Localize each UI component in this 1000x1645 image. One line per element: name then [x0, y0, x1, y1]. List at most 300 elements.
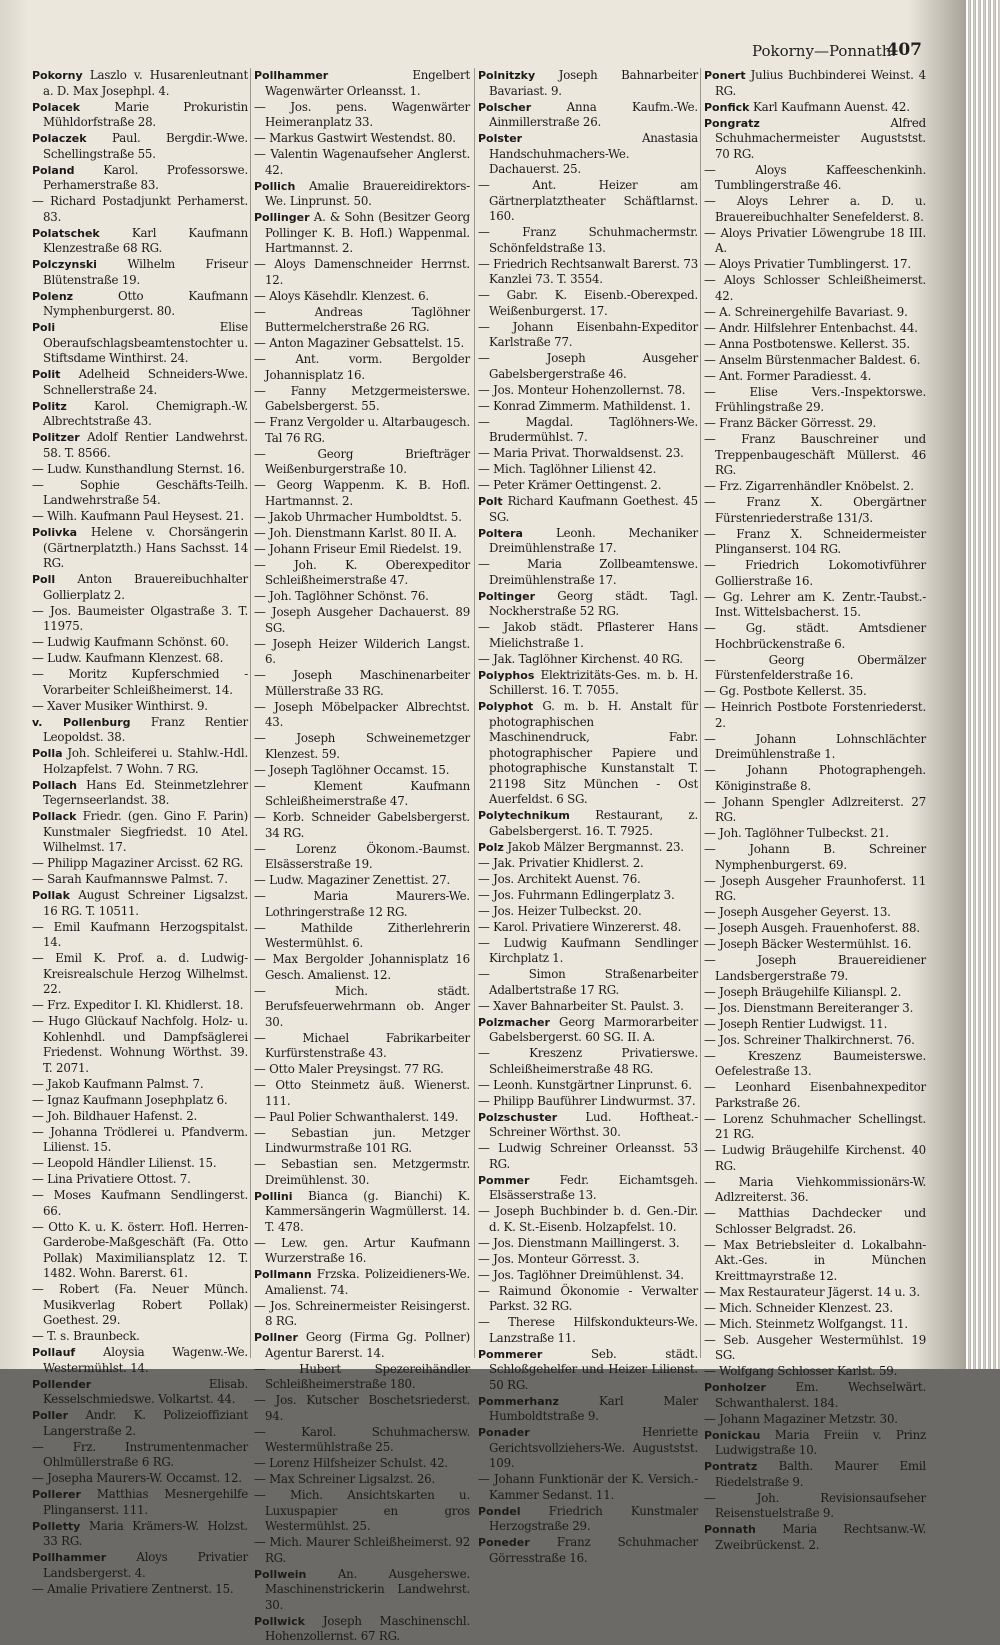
entry-details: Karl Maler Humboldtstraße 9.: [489, 1393, 698, 1423]
directory-entry: [478, 288, 698, 319]
entry-details: — Jos. Monteur Görresst. 3.: [478, 1251, 640, 1266]
directory-entry: [32, 1125, 248, 1156]
entry-details: Adelheid Schneiders-Wwe. Schnellerstraße 24.: [43, 367, 248, 397]
entry-details: Hans Ed. Steinmetzlehrer Tegernseerlandst. 38.: [43, 777, 248, 807]
directory-entry: [478, 1046, 698, 1077]
entry-details: Georg Marmorarbeiter Gabelsbergerst. 60 SG. II. A.: [489, 1014, 698, 1044]
entry-details: — Otto Maler Preysingst. 77 RG.: [254, 1062, 444, 1076]
directory-entry: [478, 1173, 698, 1204]
entry-details: — Ludw. Magaziner Zenettist. 27.: [254, 873, 451, 887]
entry-details: — Anton Magaziner Gebsattelst. 15.: [254, 336, 465, 350]
directory-entry: [32, 809, 248, 856]
entry-details: — Joseph Ausgeher Gabelsbergerstraße 46.: [478, 351, 698, 381]
directory-entry: [704, 353, 926, 369]
directory-entry: [254, 1472, 470, 1488]
entry-details: — Johann Eisenbahn-Expeditor Karlstraße 77.: [478, 319, 698, 349]
entry-details: — Jak. Privatier Khidlerst. 2.: [478, 855, 644, 870]
directory-entry: [254, 1362, 470, 1393]
directory-entry: [704, 921, 926, 937]
entry-details: — Sebastian jun. Metzger Lindwurmstraße 101 RG.: [254, 1125, 470, 1155]
entry-surname: Polacek: [32, 100, 81, 114]
directory-entry: [254, 700, 470, 731]
directory-entry: [478, 1015, 698, 1046]
directory-entry: [704, 1317, 926, 1333]
directory-entry: [478, 225, 698, 256]
directory-entry: [254, 415, 470, 446]
directory-entry: [704, 763, 926, 794]
entry-surname: Pollini: [254, 1189, 293, 1203]
entry-details: — Karol. Privatiere Winzererst. 48.: [478, 919, 682, 934]
directory-entry: [254, 921, 470, 952]
entry-details: — Wolfgang Schlosser Karlst. 59.: [704, 1364, 898, 1378]
entry-details: — Joh. Bildhauer Hafenst. 2.: [32, 1108, 198, 1123]
column-rule: [700, 68, 701, 1358]
entry-details: — Maria Viehkommissionärs-W. Adlzreiterst. 36.: [704, 1174, 926, 1204]
directory-entry: [32, 257, 248, 288]
entry-details: Restaurant, z. Gabelsbergerst. 16. T. 7925.: [489, 808, 698, 838]
entry-surname: Polivka: [32, 526, 78, 539]
entry-details: — Maria Zollbeamtenswe. Dreimühlenstraße 17.: [478, 557, 698, 587]
directory-entry: [704, 495, 926, 526]
directory-entry: [254, 1062, 470, 1078]
entry-details: — Matthias Dachdecker und Schlosser Belgradst. 26.: [704, 1206, 926, 1236]
entry-surname: Polster: [478, 132, 523, 145]
entry-details: — Kreszenz Privatierswe. Schleißheimerstraße 48 RG.: [478, 1046, 698, 1076]
entry-surname: Pollak: [32, 889, 70, 902]
entry-details: — Emil K. Prof. a. d. Ludwig-Kreisrealschule Herzog Wilhelmst. 22.: [32, 951, 248, 996]
directory-entry: [704, 1017, 926, 1033]
entry-details: — Ludwig Schreiner Orleansst. 53 RG.: [478, 1141, 698, 1171]
entry-details: — Aloys Kaffeeschenkinh. Tumblingerstraße 46.: [704, 162, 926, 192]
entry-details: — Klement Kaufmann Schleißheimerstraße 47.: [254, 778, 470, 808]
entry-details: — Joseph Rentier Ludwigst. 11.: [704, 1016, 888, 1031]
directory-entry: [32, 1487, 248, 1518]
entry-details: — Wilh. Kaufmann Paul Heysest. 21.: [32, 509, 244, 523]
directory-entry: [32, 367, 248, 398]
entry-details: — Paul Polier Schwanthalerst. 149.: [254, 1109, 459, 1124]
directory-columns: [32, 68, 927, 1643]
directory-entry: [478, 920, 698, 936]
entry-details: — Andr. Hilfslehrer Entenbachst. 44.: [704, 320, 918, 335]
entry-details: — Sophie Geschäfts-Teilh. Landwehrstraße 54.: [32, 477, 248, 507]
entry-details: — Mich. Steinmetz Wolfgangst. 11.: [704, 1316, 908, 1331]
directory-entry: [32, 1077, 248, 1093]
entry-details: — Joseph Heizer Wilderich Langst. 6.: [254, 636, 470, 666]
entry-details: — Lew. gen. Artur Kaufmann Wurzerstraße 16.: [254, 1235, 470, 1265]
entry-surname: Pontratz: [704, 1460, 758, 1473]
entry-surname: Ponickau: [704, 1428, 761, 1442]
entry-surname: Polnitzky: [478, 69, 536, 82]
entry-details: — Joseph Taglöhner Occamst. 15.: [254, 762, 450, 777]
entry-details: — Johann Lohnschlächter Dreimühlenstraße 1.: [704, 731, 926, 761]
directory-entry: [704, 100, 926, 116]
directory-entry: [32, 289, 248, 320]
directory-entry: [32, 1377, 248, 1408]
directory-entry: [704, 163, 926, 194]
entry-details: Franz Rentier Leopoldst. 38.: [43, 714, 248, 744]
directory-entry: [254, 984, 470, 1031]
directory-entry: [478, 1252, 698, 1268]
entry-details: Aloys Privatier Landsbergerst. 4.: [43, 1550, 248, 1580]
directory-entry: [254, 1189, 470, 1236]
entry-details: — Mich. Maurer Schleißheimerst. 92 RG.: [254, 1535, 470, 1565]
entry-details: — Seb. Ausgeher Westermühlst. 19 SG.: [704, 1332, 926, 1362]
entry-details: — Johann Friseur Emil Riedelst. 19.: [254, 541, 462, 556]
directory-entry: [704, 68, 926, 99]
entry-details: — Anselm Bürstenmacher Baldest. 6.: [704, 352, 921, 367]
entry-surname: Pollhammer: [254, 69, 329, 82]
entry-details: Karol. Chemigraph.-W. Albrechtstraße 43.: [43, 398, 248, 428]
entry-details: — Emil Kaufmann Herzogspitalst. 14.: [32, 919, 248, 949]
directory-entry: [254, 1110, 470, 1126]
directory-entry: [478, 904, 698, 920]
entry-surname: Polit: [32, 368, 61, 381]
entry-details: — Joseph Buchbinder b. d. Gen.-Dir. d. K. St.-Eisenb. Holzapfelst. 10.: [478, 1204, 698, 1234]
directory-entry: [32, 699, 248, 715]
directory-entry: [478, 178, 698, 225]
entry-details: Karl Kaufmann Klenzestraße 68 RG.: [43, 225, 248, 255]
entry-surname: Pollich: [254, 179, 296, 193]
directory-entry: [254, 289, 470, 305]
directory-entry: [254, 1614, 470, 1645]
directory-entry: [704, 1238, 926, 1285]
entry-details: Maria Rechtsanw.-W. Zweibrückenst. 2.: [715, 1522, 926, 1552]
entry-details: Elise Oberaufschlagsbeamtenstochter u. Stiftsdame Winthirst. 24.: [43, 320, 248, 365]
entry-details: Frzska. Polizeidieners-We. Amalienst. 74.: [265, 1267, 470, 1297]
entry-details: — Leonh. Kunstgärtner Linprunst. 6.: [478, 1077, 692, 1092]
entry-details: — Joseph Brauereidiener Landsbergerstraße 79.: [704, 953, 926, 983]
directory-entry: [704, 1112, 926, 1143]
directory-entry: [704, 1380, 926, 1411]
entry-surname: Poller: [32, 1409, 69, 1422]
directory-entry: [32, 856, 248, 872]
directory-entry: [254, 510, 470, 526]
directory-entry: [478, 131, 698, 178]
entry-surname: Pollhammer: [32, 1551, 107, 1564]
entry-details: — Franz X. Obergärtner Fürstenriederstraße 131/3.: [704, 495, 926, 525]
entry-details: Georg städt. Tagl. Nockherstraße 52 RG.: [489, 588, 698, 618]
entry-surname: Pokorny: [32, 69, 83, 82]
directory-entry: [32, 1329, 248, 1345]
directory-entry: [704, 226, 926, 257]
entry-details: Paul. Bergdir.-Wwe. Schellingstraße 55.: [43, 131, 248, 161]
entry-details: — Jos. Heizer Tulbeckst. 20.: [478, 903, 642, 918]
running-head: Pokorny—Ponnath.: [752, 42, 897, 60]
entry-details: Georg (Firma Gg. Pollner) Agentur Barerst. 14.: [265, 1330, 470, 1360]
directory-entry: [254, 1031, 470, 1062]
entry-details: — Joh. Taglöhner Tulbeckst. 21.: [704, 826, 889, 840]
entry-details: — Robert (Fa. Neuer Münch. Musikverlag Robert Pollak) Goethest. 29.: [32, 1282, 248, 1327]
entry-details: — Korb. Schneider Gabelsbergerst. 34 RG.: [254, 810, 470, 840]
entry-details: Lud. Hoftheat.-Schreiner Wörthst. 30.: [489, 1109, 698, 1139]
entry-details: — Ant. Former Paradiesst. 4.: [704, 368, 872, 383]
entry-surname: Polatschek: [32, 226, 100, 240]
entry-details: Engelbert Wagenwärter Orleansst. 1.: [265, 68, 470, 98]
entry-surname: Pommerhanz: [478, 1394, 559, 1408]
directory-entry: [32, 746, 248, 777]
directory-entry: [478, 1236, 698, 1252]
entry-surname: Pollach: [32, 778, 77, 792]
entry-details: — Ant. Heizer am Gärtnerplatztheater Schäftlarnst. 160.: [478, 178, 698, 223]
directory-entry: [254, 1425, 470, 1456]
directory-entry: [32, 131, 248, 162]
directory-entry: [478, 1394, 698, 1425]
entry-details: Anton Brauereibuchhalter Gollierplatz 2.: [43, 572, 248, 602]
directory-entry: [254, 952, 470, 983]
directory-entry: [32, 604, 248, 635]
directory-entry: [704, 700, 926, 731]
entry-details: — Lorenz Schuhmacher Schellingst. 21 RG.: [704, 1111, 926, 1141]
entry-details: — Franz Vergolder u. Altarbaugesch. Tal 76 RG.: [254, 415, 470, 445]
directory-entry: [254, 526, 470, 542]
entry-details: Adolf Rentier Landwehrst. 58. T. 8566.: [43, 430, 248, 460]
directory-entry: [32, 778, 248, 809]
entry-details: — Lina Privatiere Ottost. 7.: [32, 1172, 191, 1186]
entry-details: — Jakob Kaufmann Palmst. 7.: [32, 1076, 204, 1091]
directory-entry: [478, 526, 698, 557]
directory-entry: [254, 605, 470, 636]
directory-entry: [32, 1156, 248, 1172]
entry-details: — Joseph Schweinemetzger Klenzest. 59.: [254, 731, 470, 761]
directory-entry: [704, 621, 926, 652]
entry-details: — Johann B. Schreiner Nymphenburgerst. 69.: [704, 842, 926, 872]
entry-surname: Pollerer: [32, 1488, 81, 1501]
entry-surname: Polz: [478, 840, 504, 854]
entry-details: Franz Schuhmacher Görresstraße 16.: [489, 1535, 698, 1565]
entry-details: Jakob Mälzer Bergmannst. 23.: [507, 839, 684, 854]
entry-details: — Joh. Taglöhner Schönst. 76.: [254, 589, 429, 603]
entry-details: — Magdal. Taglöhners-We. Brudermühlst. 7.: [478, 414, 698, 444]
entry-details: — Lorenz Hilfsheizer Schulst. 42.: [254, 1456, 448, 1470]
entry-details: — Mich. Ansichtskarten u. Luxuspapier en gros Westermühlst. 25.: [254, 1488, 470, 1533]
directory-entry: [704, 305, 926, 321]
entry-details: Bianca (g. Bianchi) K. Kammersängerin Wagmüllerst. 14. T. 478.: [265, 1188, 470, 1234]
directory-entry: [32, 478, 248, 509]
directory-entry: [32, 1582, 248, 1598]
directory-entry: [254, 336, 470, 352]
column-rule: [250, 68, 251, 1358]
entry-details: — Johanna Trödlerei u. Pfandverm. Lilienst. 15.: [32, 1124, 248, 1154]
directory-entry: [254, 1299, 470, 1330]
directory-entry: [478, 1535, 698, 1566]
directory-entry: [32, 1109, 248, 1125]
entry-details: — Aloys Privatier Tumblingerst. 17.: [704, 257, 911, 271]
entry-details: — Jos. Architekt Auenst. 76.: [478, 871, 641, 886]
entry-details: — Franz X. Schneidermeister Plinganserst. 104 RG.: [704, 526, 926, 556]
entry-details: — Andreas Taglöhner Buttermelcherstraße 26 RG.: [254, 304, 470, 334]
directory-entry: [478, 620, 698, 651]
entry-details: — Jak. Taglöhner Kirchenst. 40 RG.: [478, 651, 683, 666]
directory-entry: [478, 1284, 698, 1315]
directory-entry: [254, 1456, 470, 1472]
directory-entry: [704, 337, 926, 353]
directory-entry: [478, 1204, 698, 1235]
entry-details: — Ludwig Kaufmann Schönst. 60.: [32, 635, 229, 649]
entry-details: — Philipp Bauführer Lindwurmst. 37.: [478, 1093, 696, 1108]
entry-surname: Poneder: [478, 1536, 530, 1549]
entry-details: — Jos. Fuhrmann Edlingerplatz 3.: [478, 887, 675, 902]
entry-surname: Polczynski: [32, 258, 97, 271]
directory-entry: [254, 1157, 470, 1188]
entry-details: Elisab. Kesselschmiedswe. Volkartst. 44.: [43, 1376, 248, 1406]
entry-details: — Lorenz Ökonom.-Baumst. Elsässerstraße 19.: [254, 841, 470, 871]
directory-entry: [704, 1033, 926, 1049]
entry-surname: Pollauf: [32, 1346, 76, 1359]
directory-entry: [478, 494, 698, 525]
directory-entry: [254, 305, 470, 336]
entry-details: — Leonhard Eisenbahnexpeditor Parkstraße 26.: [704, 1080, 926, 1110]
column-3: [478, 68, 698, 1565]
entry-details: — Jos. Monteur Hohenzollernst. 78.: [478, 382, 686, 397]
entry-details: — Moritz Kupferschmied - Vorarbeiter Schleißheimerst. 14.: [32, 667, 248, 697]
entry-details: — Frz. Zigarrenhändler Knöbelst. 2.: [704, 479, 914, 493]
directory-entry: [704, 1143, 926, 1174]
directory-entry: [704, 937, 926, 953]
directory-entry: [32, 1345, 248, 1376]
entry-details: — Xaver Bahnarbeiter St. Paulst. 3.: [478, 998, 684, 1013]
entry-details: — Mich. Schneider Klenzest. 23.: [704, 1300, 893, 1315]
entry-surname: Ponholzer: [704, 1381, 766, 1394]
directory-entry: [32, 635, 248, 651]
directory-entry: [478, 1078, 698, 1094]
entry-details: — Joh. K. Oberexpeditor Schleißheimerstraße 47.: [254, 557, 470, 587]
entry-details: Otto Kaufmann Nymphenburgerst. 80.: [43, 288, 248, 318]
entry-details: — Max Restaurateur Jägerst. 14 u. 3.: [704, 1284, 920, 1299]
entry-details: Friedr. (gen. Gino F. Parin) Kunstmaler Siegfriedst. 10 Atel. Wilhelmst. 17.: [43, 809, 248, 854]
entry-surname: Politz: [32, 399, 67, 413]
directory-entry: [704, 1301, 926, 1317]
directory-entry: [254, 1330, 470, 1361]
entry-surname: Ponfick: [704, 100, 750, 114]
entry-details: — Friedrich Lokomotivführer Gollierstraße 16.: [704, 558, 926, 588]
entry-details: — Ludwig Bräugehilfe Kirchenst. 40 RG.: [704, 1143, 926, 1173]
entry-surname: Pollwein: [254, 1567, 307, 1581]
directory-entry: [478, 1268, 698, 1284]
directory-entry: [704, 1412, 926, 1428]
entry-details: — Gg. städt. Amtsdiener Hochbrückenstraße 6.: [704, 621, 926, 651]
entry-details: — Ludw. Kaufmann Klenzest. 68.: [32, 651, 224, 665]
directory-entry: [704, 369, 926, 385]
entry-details: — Otto K. u. K. österr. Hofl. Herren-Garderobe-Maßgeschäft (Fa. Otto Pollak) Maximiliansplatz 12. T. 1482. Wohn. Barerst. 61.: [32, 1219, 248, 1280]
directory-entry: [478, 1110, 698, 1141]
directory-entry: [478, 1347, 698, 1394]
entry-details: — Maria Privat. Thorwaldsenst. 23.: [478, 446, 684, 460]
directory-entry: [478, 936, 698, 967]
directory-entry: [704, 1333, 926, 1364]
directory-entry: [478, 399, 698, 415]
entry-details: — Ignaz Kaufmann Josephplatz 6.: [32, 1092, 228, 1107]
entry-surname: Poli: [32, 321, 56, 334]
directory-entry: [704, 273, 926, 304]
entry-details: Anastasia Handschuhmachers-We. Dachauerst. 25.: [489, 131, 698, 176]
directory-entry: [32, 462, 248, 478]
directory-entry: [32, 1519, 248, 1550]
entry-details: — Heinrich Postbote Forstenriederst. 2.: [704, 700, 926, 730]
entry-surname: Polenz: [32, 289, 74, 303]
entry-details: — Richard Postadjunkt Perhamerst. 83.: [32, 194, 248, 224]
entry-details: — Jakob städt. Pflasterer Hans Mielichstraße 1.: [478, 620, 698, 650]
entry-details: Richard Kaufmann Goethest. 45 SG.: [489, 494, 698, 524]
directory-entry: [478, 415, 698, 446]
entry-details: — Kreszenz Baumeisterswe. Oefelestraße 13.: [704, 1048, 926, 1078]
entry-details: — Frz. Expeditor I. Kl. Khidlerst. 18.: [32, 998, 244, 1012]
entry-details: Balth. Maurer Emil Riedelstraße 9.: [715, 1459, 926, 1489]
entry-details: — Therese Hilfskondukteurs-We. Lanzstraße 11.: [478, 1315, 698, 1345]
entry-details: — Joseph Bäcker Westermühlst. 16.: [704, 937, 912, 951]
directory-entry: [478, 840, 698, 856]
directory-entry: [478, 1315, 698, 1346]
entry-surname: Pommerer: [478, 1347, 543, 1361]
entry-details: — Aloys Schlosser Schleißheimerst. 42.: [704, 273, 926, 303]
directory-entry: [704, 874, 926, 905]
directory-entry: [704, 826, 926, 842]
directory-entry: [32, 1408, 248, 1439]
directory-entry: [32, 1550, 248, 1581]
directory-entry: [478, 1141, 698, 1172]
directory-entry: [254, 68, 470, 99]
entry-surname: Pondel: [478, 1504, 521, 1518]
entry-surname: Polscher: [478, 100, 532, 114]
directory-entry: [254, 131, 470, 147]
directory-entry: [32, 951, 248, 998]
directory-entry: [254, 478, 470, 509]
directory-entry: [478, 668, 698, 699]
directory-entry: [254, 1267, 470, 1298]
entry-surname: Poll: [32, 573, 56, 586]
directory-entry: [32, 226, 248, 257]
entry-surname: Poland: [32, 163, 75, 177]
entry-details: Laszlo v. Husarenleutnant a. D. Max Josephpl. 4.: [43, 68, 248, 98]
entry-details: — Georg Briefträger Weißenburgerstraße 10.: [254, 446, 470, 476]
entry-details: — Jos. pens. Wagenwärter Heimeranplatz 33.: [254, 99, 470, 129]
directory-entry: [704, 194, 926, 225]
entry-details: — A. Schreinergehilfe Bavariast. 9.: [704, 304, 908, 319]
entry-details: — Xaver Musiker Winthirst. 9.: [32, 698, 208, 713]
entry-details: Marie Prokuristin Mühldorfstraße 28.: [43, 99, 248, 129]
directory-entry: [704, 590, 926, 621]
directory-entry: [254, 842, 470, 873]
directory-entry: [32, 163, 248, 194]
entry-surname: Poltinger: [478, 589, 536, 603]
entry-details: — Aloys Damenschneider Herrnst. 12.: [254, 257, 470, 287]
entry-details: A. & Sohn (Besitzer Georg Pollinger K. B. Hofl.) Wappenmal. Hartmannst. 2.: [265, 210, 470, 255]
entry-details: Helene v. Chorsängerin (Gärtnerplatzth.) Hans Sachsst. 14 RG.: [43, 525, 248, 570]
directory-entry: [254, 637, 470, 668]
directory-entry: [704, 479, 926, 495]
entry-details: — Konrad Zimmerm. Mathildenst. 1.: [478, 398, 691, 413]
entry-details: — Jos. Taglöhner Dreimühlenst. 34.: [478, 1267, 684, 1282]
directory-entry: [478, 967, 698, 998]
directory-entry: [704, 1080, 926, 1111]
directory-entry: [32, 1440, 248, 1471]
directory-entry: [32, 667, 248, 698]
directory-entry: [478, 1472, 698, 1503]
directory-entry: [704, 1459, 926, 1490]
entry-surname: Polletty: [32, 1519, 81, 1533]
directory-entry: [254, 1535, 470, 1566]
directory-entry: [32, 872, 248, 888]
entry-details: — Johann Spengler Adlzreiterst. 27 RG.: [704, 794, 926, 824]
directory-entry: [704, 1522, 926, 1553]
entry-details: — Franz Schuhmachermstr. Schönfeldstraße 13.: [478, 225, 698, 255]
entry-details: August Schreiner Ligsalzst. 16 RG. T. 10511.: [43, 888, 248, 918]
directory-entry: [254, 1567, 470, 1614]
directory-entry: [478, 557, 698, 588]
column-1: [32, 68, 248, 1596]
entry-details: — Mich. Taglöhner Lilienst 42.: [478, 462, 657, 476]
directory-entry: [478, 872, 698, 888]
directory-entry: [32, 651, 248, 667]
